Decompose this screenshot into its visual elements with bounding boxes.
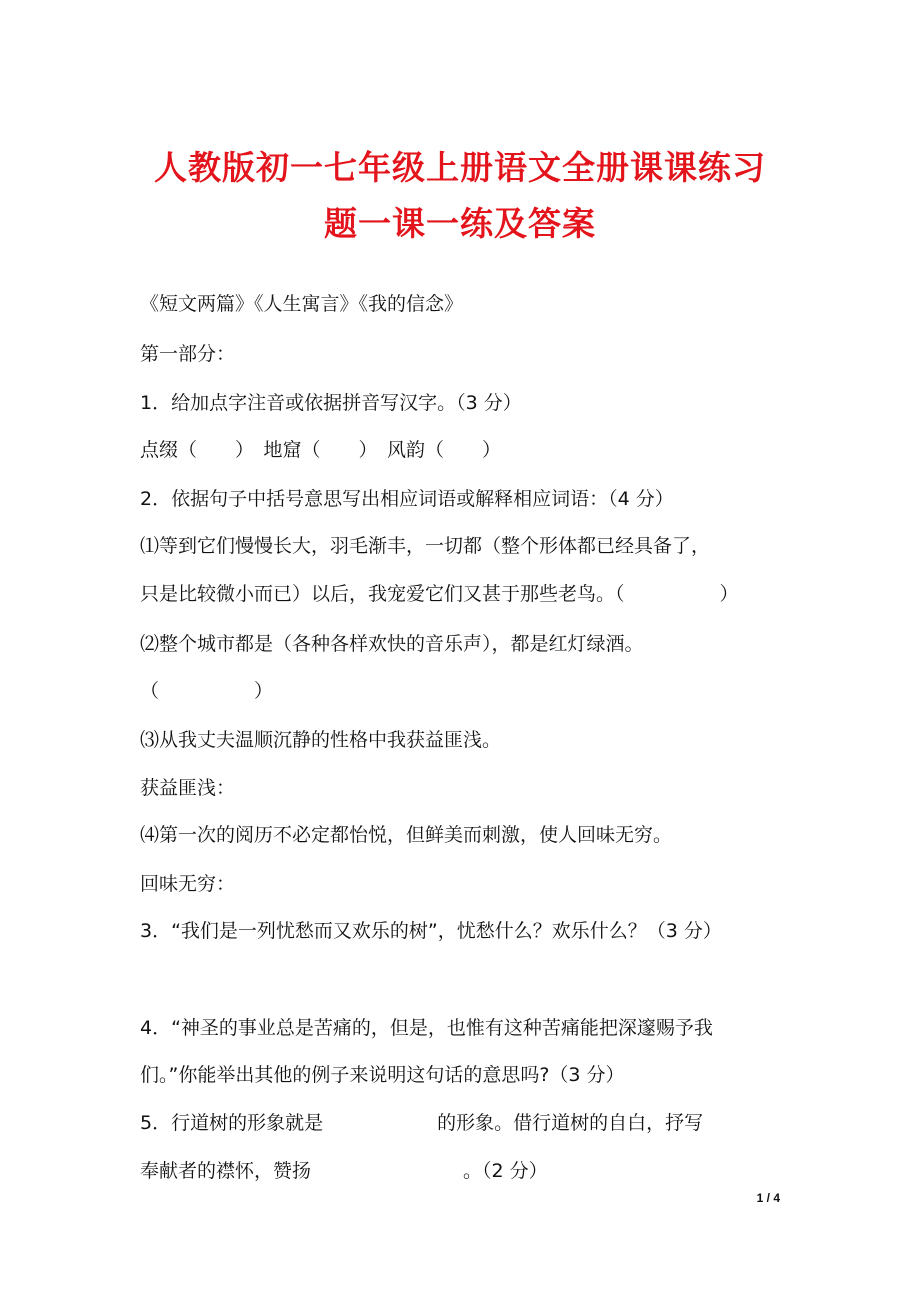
question-2-item-1: ⑴等到它们慢慢长大，羽毛渐丰，一切都（整个形体都已经具备了，	[140, 535, 711, 557]
question-3: 3．“我们是一列忧愁而又欢乐的树”，忧愁什么？欢乐什么？（3 分）	[140, 920, 722, 942]
question-2: 2．依据句子中括号意思写出相应词语或解释相应词语：（4 分）	[140, 488, 674, 510]
question-2-item-2: ⑵整个城市都是（各种各样欢快的音乐声），都是红灯绿酒。	[140, 633, 644, 655]
section-heading: 《短文两篇》《人生寓言》《我的信念》	[140, 293, 464, 315]
question-4-cont: 们。”你能举出其他的例子来说明这句话的意思吗?（3 分）	[140, 1064, 625, 1086]
question-5: 5．行道树的形象就是 的形象。借行道树的自白，抒写	[140, 1112, 704, 1134]
document-title-line-1: 人教版初一七年级上册语文全册课课练习	[154, 148, 766, 187]
document-title-line-2: 题一课一练及答案	[324, 204, 596, 243]
question-2-item-4-answer: 回味无穷：	[140, 873, 236, 895]
question-2-item-4: ⑷第一次的阅历不必定都怡悦，但鲜美而刺激，使人回味无穷。	[140, 824, 673, 846]
question-2-item-3: ⑶从我丈夫温顺沉静的性格中我获益匪浅。	[140, 729, 502, 751]
page-number: 1 / 4	[756, 1191, 780, 1205]
question-1-blanks: 点缀（ ） 地窟（ ） 风韵（ ）	[140, 439, 502, 461]
part-heading: 第一部分：	[140, 343, 236, 365]
question-2-item-2-blank: （ ）	[140, 680, 274, 702]
question-5-cont: 奉献者的襟怀，赞扬 。（2 分）	[140, 1160, 548, 1182]
question-1: 1．给加点字注音或依据拼音写汉字。（3 分）	[140, 392, 522, 414]
question-2-item-1-cont: 只是比较微小而已）以后，我宠爱它们又甚于那些老鸟。（ ）	[140, 583, 739, 605]
question-4: 4．“神圣的事业总是苦痛的，但是，也惟有这种苦痛能把深邃赐予我	[140, 1017, 713, 1039]
question-2-item-3-answer: 获益匪浅：	[140, 777, 236, 799]
